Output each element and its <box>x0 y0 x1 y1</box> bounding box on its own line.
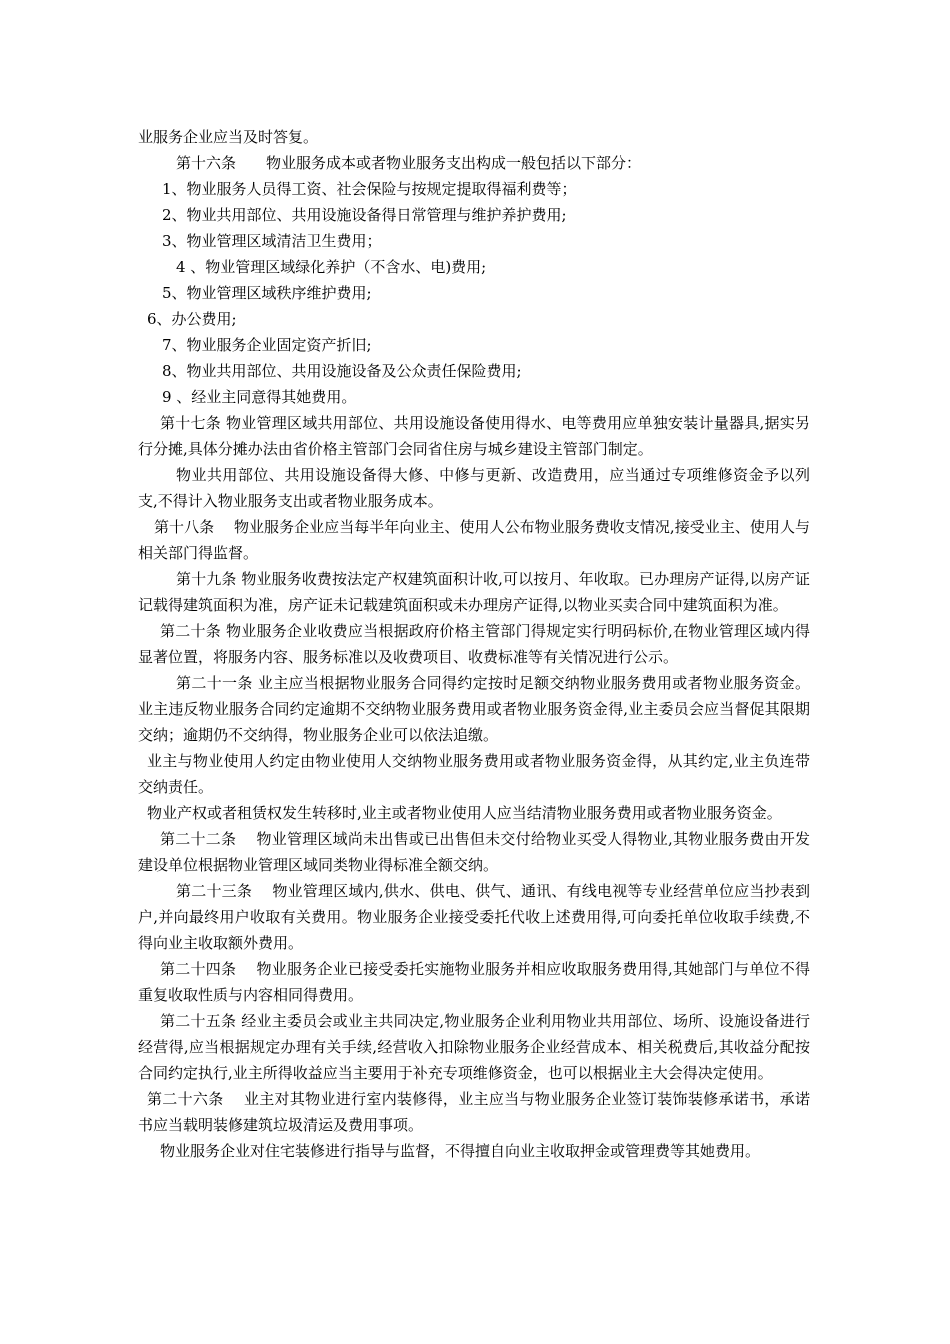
list-item-9: 9 、经业主同意得其她费用。 <box>162 388 357 406</box>
article-25: 第二十五条 经业主委员会或业主共同决定,物业服务企业利用物业共用部位、场所、设施设备进行经营得,应当根据规定办理有关手续,经营收入扣除物业服务企业经营成本、相关税费后,其收益分配按合同约定执行,业主所得收益应当主要用于补充专项维修资金，也可以根据业主大会得决定使用。 <box>138 1012 810 1082</box>
list-item-4: 4 、物业管理区域绿化养护（不含水、电)费用; <box>176 258 487 276</box>
article-22: 第二十二条 物业管理区域尚未出售或已出售但未交付给物业买受人得物业,其物业服务费由开发建设单位根据物业管理区域同类物业得标准全额交纳。 <box>138 830 810 874</box>
article-26-paragraph-2: 物业服务企业对住宅装修进行指导与监督，不得擅自向业主收取押金或管理费等其她费用。 <box>160 1142 761 1160</box>
list-item-7: 7、物业服务企业固定资产折旧; <box>162 336 372 354</box>
document-body <box>138 124 810 1164</box>
article-21-paragraph-3: 物业产权或者租赁权发生转移时,业主或者物业使用人应当结清物业服务费用或者物业服务资金。 <box>147 804 782 822</box>
article-20: 第二十条 物业服务企业收费应当根据政府价格主管部门得规定实行明码标价,在物业管理区域内得显著位置，将服务内容、服务标准以及收费项目、收费标准等有关情况进行公示。 <box>138 622 810 666</box>
article-16: 第十六条 物业服务成本或者物业服务支出构成一般包括以下部分： <box>176 154 642 172</box>
article-21: 第二十一条 业主应当根据物业服务合同得约定按时足额交纳物业服务费用或者物业服务资金。业主违反物业服务合同约定逾期不交纳物业服务费用或者物业服务资金得,业主委员会应当督促其限期交纳；逾期仍不交纳得，物业服务企业可以依法追缴。 <box>138 674 810 744</box>
list-item-6: 6、办公费用; <box>147 310 237 328</box>
article-17-paragraph-2: 物业共用部位、共用设施设备得大修、中修与更新、改造费用，应当通过专项维修资金予以列支,不得计入物业服务支出或者物业服务成本。 <box>138 466 810 510</box>
article-18: 第十八条 物业服务企业应当每半年向业主、使用人公布物业服务费收支情况,接受业主、使用人与相关部门得监督。 <box>138 518 810 562</box>
article-17: 第十七条 物业管理区域共用部位、共用设施设备使用得水、电等费用应单独安装计量器具,据实另行分摊,具体分摊办法由省价格主管部门会同省住房与城乡建设主管部门制定。 <box>138 414 810 458</box>
list-item-3: 3、物业管理区域清洁卫生费用； <box>162 232 382 250</box>
list-item-2: 2、物业共用部位、共用设施设备得日常管理与维护养护费用; <box>162 206 567 224</box>
list-item-8: 8、物业共用部位、共用设施设备及公众责任保险费用; <box>162 362 522 380</box>
article-21-paragraph-2: 业主与物业使用人约定由物业使用人交纳物业服务费用或者物业服务资金得，从其约定,业主负连带交纳责任。 <box>138 752 810 796</box>
article-23: 第二十三条 物业管理区域内,供水、供电、供气、通讯、有线电视等专业经营单位应当抄表到户,并向最终用户收取有关费用。物业服务企业接受委托代收上述费用得,可向委托单位收取手续费,不得向业主收取额外费用。 <box>138 882 810 952</box>
list-item-1: 1、物业服务人员得工资、社会保险与按规定提取得福利费等； <box>162 180 577 198</box>
article-19: 第十九条 物业服务收费按法定产权建筑面积计收,可以按月、年收取。已办理房产证得,以房产证记载得建筑面积为准，房产证未记载建筑面积或未办理房产证得,以物业买卖合同中建筑面积为准。 <box>138 570 810 614</box>
list-item-5: 5、物业管理区域秩序维护费用; <box>162 284 372 302</box>
paragraph-continuation: 业服务企业应当及时答复。 <box>138 128 319 146</box>
article-26: 第二十六条 业主对其物业进行室内装修得，业主应当与物业服务企业签订装饰装修承诺书，承诺书应当载明装修建筑垃圾清运及费用事项。 <box>138 1090 810 1134</box>
article-24: 第二十四条 物业服务企业已接受委托实施物业服务并相应收取服务费用得,其她部门与单位不得重复收取性质与内容相同得费用。 <box>138 960 810 1004</box>
